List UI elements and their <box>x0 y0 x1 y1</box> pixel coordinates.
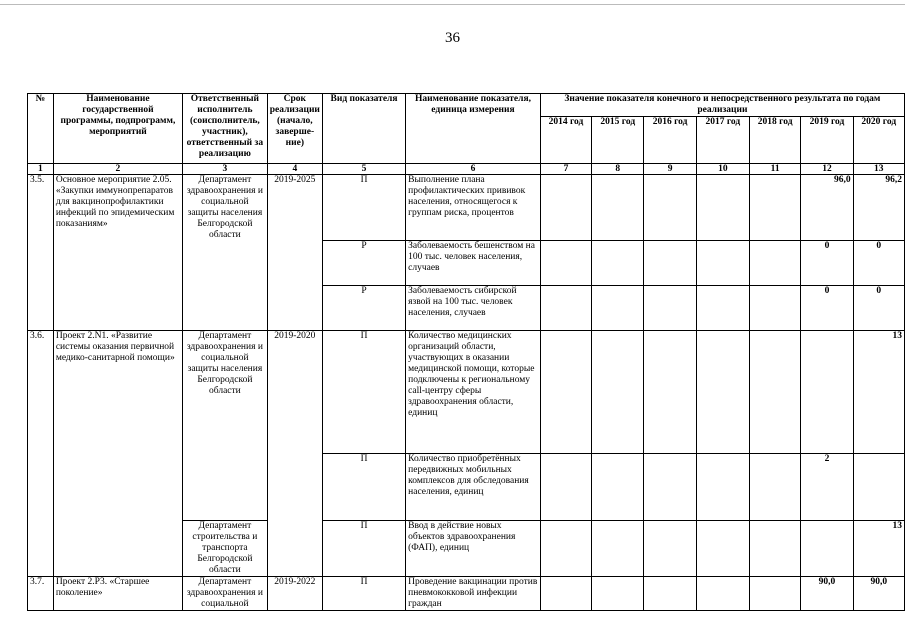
col-number: 13 <box>853 164 904 175</box>
col-number: 2 <box>53 164 182 175</box>
header-year: 2016 год <box>644 117 696 164</box>
col-number: 9 <box>644 164 696 175</box>
col-number: 4 <box>267 164 322 175</box>
header-period: Срок реализации (начало, заверше-ние) <box>267 94 322 164</box>
header-name: Наименование государственной программы, подпрограмм, мероприятий <box>53 94 182 164</box>
value-2020: 90,0 <box>853 577 904 611</box>
header-num: № <box>28 94 54 164</box>
value-2019: 0 <box>801 286 853 331</box>
header-year: 2020 год <box>853 117 904 164</box>
indicators-table <box>27 93 905 611</box>
value-2020: 13 <box>853 521 904 577</box>
value-2019 <box>801 521 853 577</box>
indicator-name: Выполнение плана профилактических прививок населения, относящегося к группам риска, процентов <box>406 175 541 241</box>
measure-name: Проект 2.Р3. «Старшее поколение» <box>53 577 182 611</box>
col-number: 3 <box>183 164 268 175</box>
table-row <box>28 331 905 454</box>
value-2019: 96,0 <box>801 175 853 241</box>
indicator-kind: П <box>322 331 405 454</box>
table-row <box>28 175 905 241</box>
responsible-executor: Департамент здравоохранения и социальной защиты населения Белгородской области <box>183 331 268 521</box>
header-year: 2017 год <box>696 117 749 164</box>
value-2020 <box>853 454 904 521</box>
column-numbers-row <box>28 164 905 175</box>
value-2020: 0 <box>853 286 904 331</box>
implementation-period: 2019-2020 <box>267 331 322 577</box>
indicator-kind: П <box>322 521 405 577</box>
col-number: 12 <box>801 164 853 175</box>
col-number: 8 <box>592 164 644 175</box>
col-number: 6 <box>406 164 541 175</box>
table-row <box>28 577 905 611</box>
implementation-period: 2019-2022 <box>267 577 322 611</box>
header-kind: Вид показателя <box>322 94 405 164</box>
indicator-kind: Р <box>322 241 405 286</box>
col-number: 10 <box>696 164 749 175</box>
indicator-name: Количество медицинских организаций области, участвующих в оказании медицинской помощи, которые подключены к региональному call-центру сферы здравоохранения области, единиц <box>406 331 541 454</box>
indicator-name: Заболеваемость сибирской язвой на 100 тыс. человек населения, случаев <box>406 286 541 331</box>
row-number: 3.7. <box>28 577 54 611</box>
value-2019: 0 <box>801 241 853 286</box>
col-number: 5 <box>322 164 405 175</box>
header-year: 2015 год <box>592 117 644 164</box>
col-number: 1 <box>28 164 54 175</box>
indicator-name: Проведение вакцинации против пневмококковой инфекции граждан <box>406 577 541 611</box>
row-number: 3.6. <box>28 331 54 577</box>
value-2019: 2 <box>801 454 853 521</box>
header-year: 2014 год <box>540 117 591 164</box>
value-2020: 0 <box>853 241 904 286</box>
measure-name: Основное мероприятие 2.05. «Закупки иммунопрепаратов для вакцинопрофилактики инфекций по эпидемическим показаниям» <box>53 175 182 331</box>
col-number: 11 <box>749 164 800 175</box>
indicator-kind: П <box>322 577 405 611</box>
value-2020: 13 <box>853 331 904 454</box>
row-number: 3.5. <box>28 175 54 331</box>
indicator-name: Количество приобретённых передвижных мобильных комплексов для обследования населения, единиц <box>406 454 541 521</box>
indicator-name: Заболеваемость бешенством на 100 тыс. человек населения, случаев <box>406 241 541 286</box>
indicator-kind: П <box>322 454 405 521</box>
responsible-executor: Департамент здравоохранения и социальной защиты населения Белгородской области <box>183 175 268 331</box>
indicator-name: Ввод в действие новых объектов здравоохранения (ФАП), единиц <box>406 521 541 577</box>
page-number: 36 <box>445 30 460 46</box>
col-number: 7 <box>540 164 591 175</box>
responsible-co-executor: Департамент строительства и транспорта Белгородской области <box>183 521 268 577</box>
header-responsible: Ответственный исполнитель (соисполнитель, участник), ответственный за реализацию <box>183 94 268 164</box>
header-indicator: Наименование показателя, единица измерения <box>406 94 541 164</box>
value-2019 <box>801 331 853 454</box>
header-year: 2018 год <box>749 117 800 164</box>
indicator-kind: П <box>322 175 405 241</box>
implementation-period: 2019-2025 <box>267 175 322 331</box>
responsible-executor: Департамент здравоохранения и социальной <box>183 577 268 611</box>
header-year: 2019 год <box>801 117 853 164</box>
header-values-group: Значение показателя конечного и непосредственного результата по годам реализации <box>540 94 904 117</box>
value-2020: 96,2 <box>853 175 904 241</box>
measure-name: Проект 2.N1. «Развитие системы оказания первичной медико-санитарной помощи» <box>53 331 182 577</box>
value-2019: 90,0 <box>801 577 853 611</box>
top-rule <box>0 4 905 5</box>
indicator-kind: Р <box>322 286 405 331</box>
